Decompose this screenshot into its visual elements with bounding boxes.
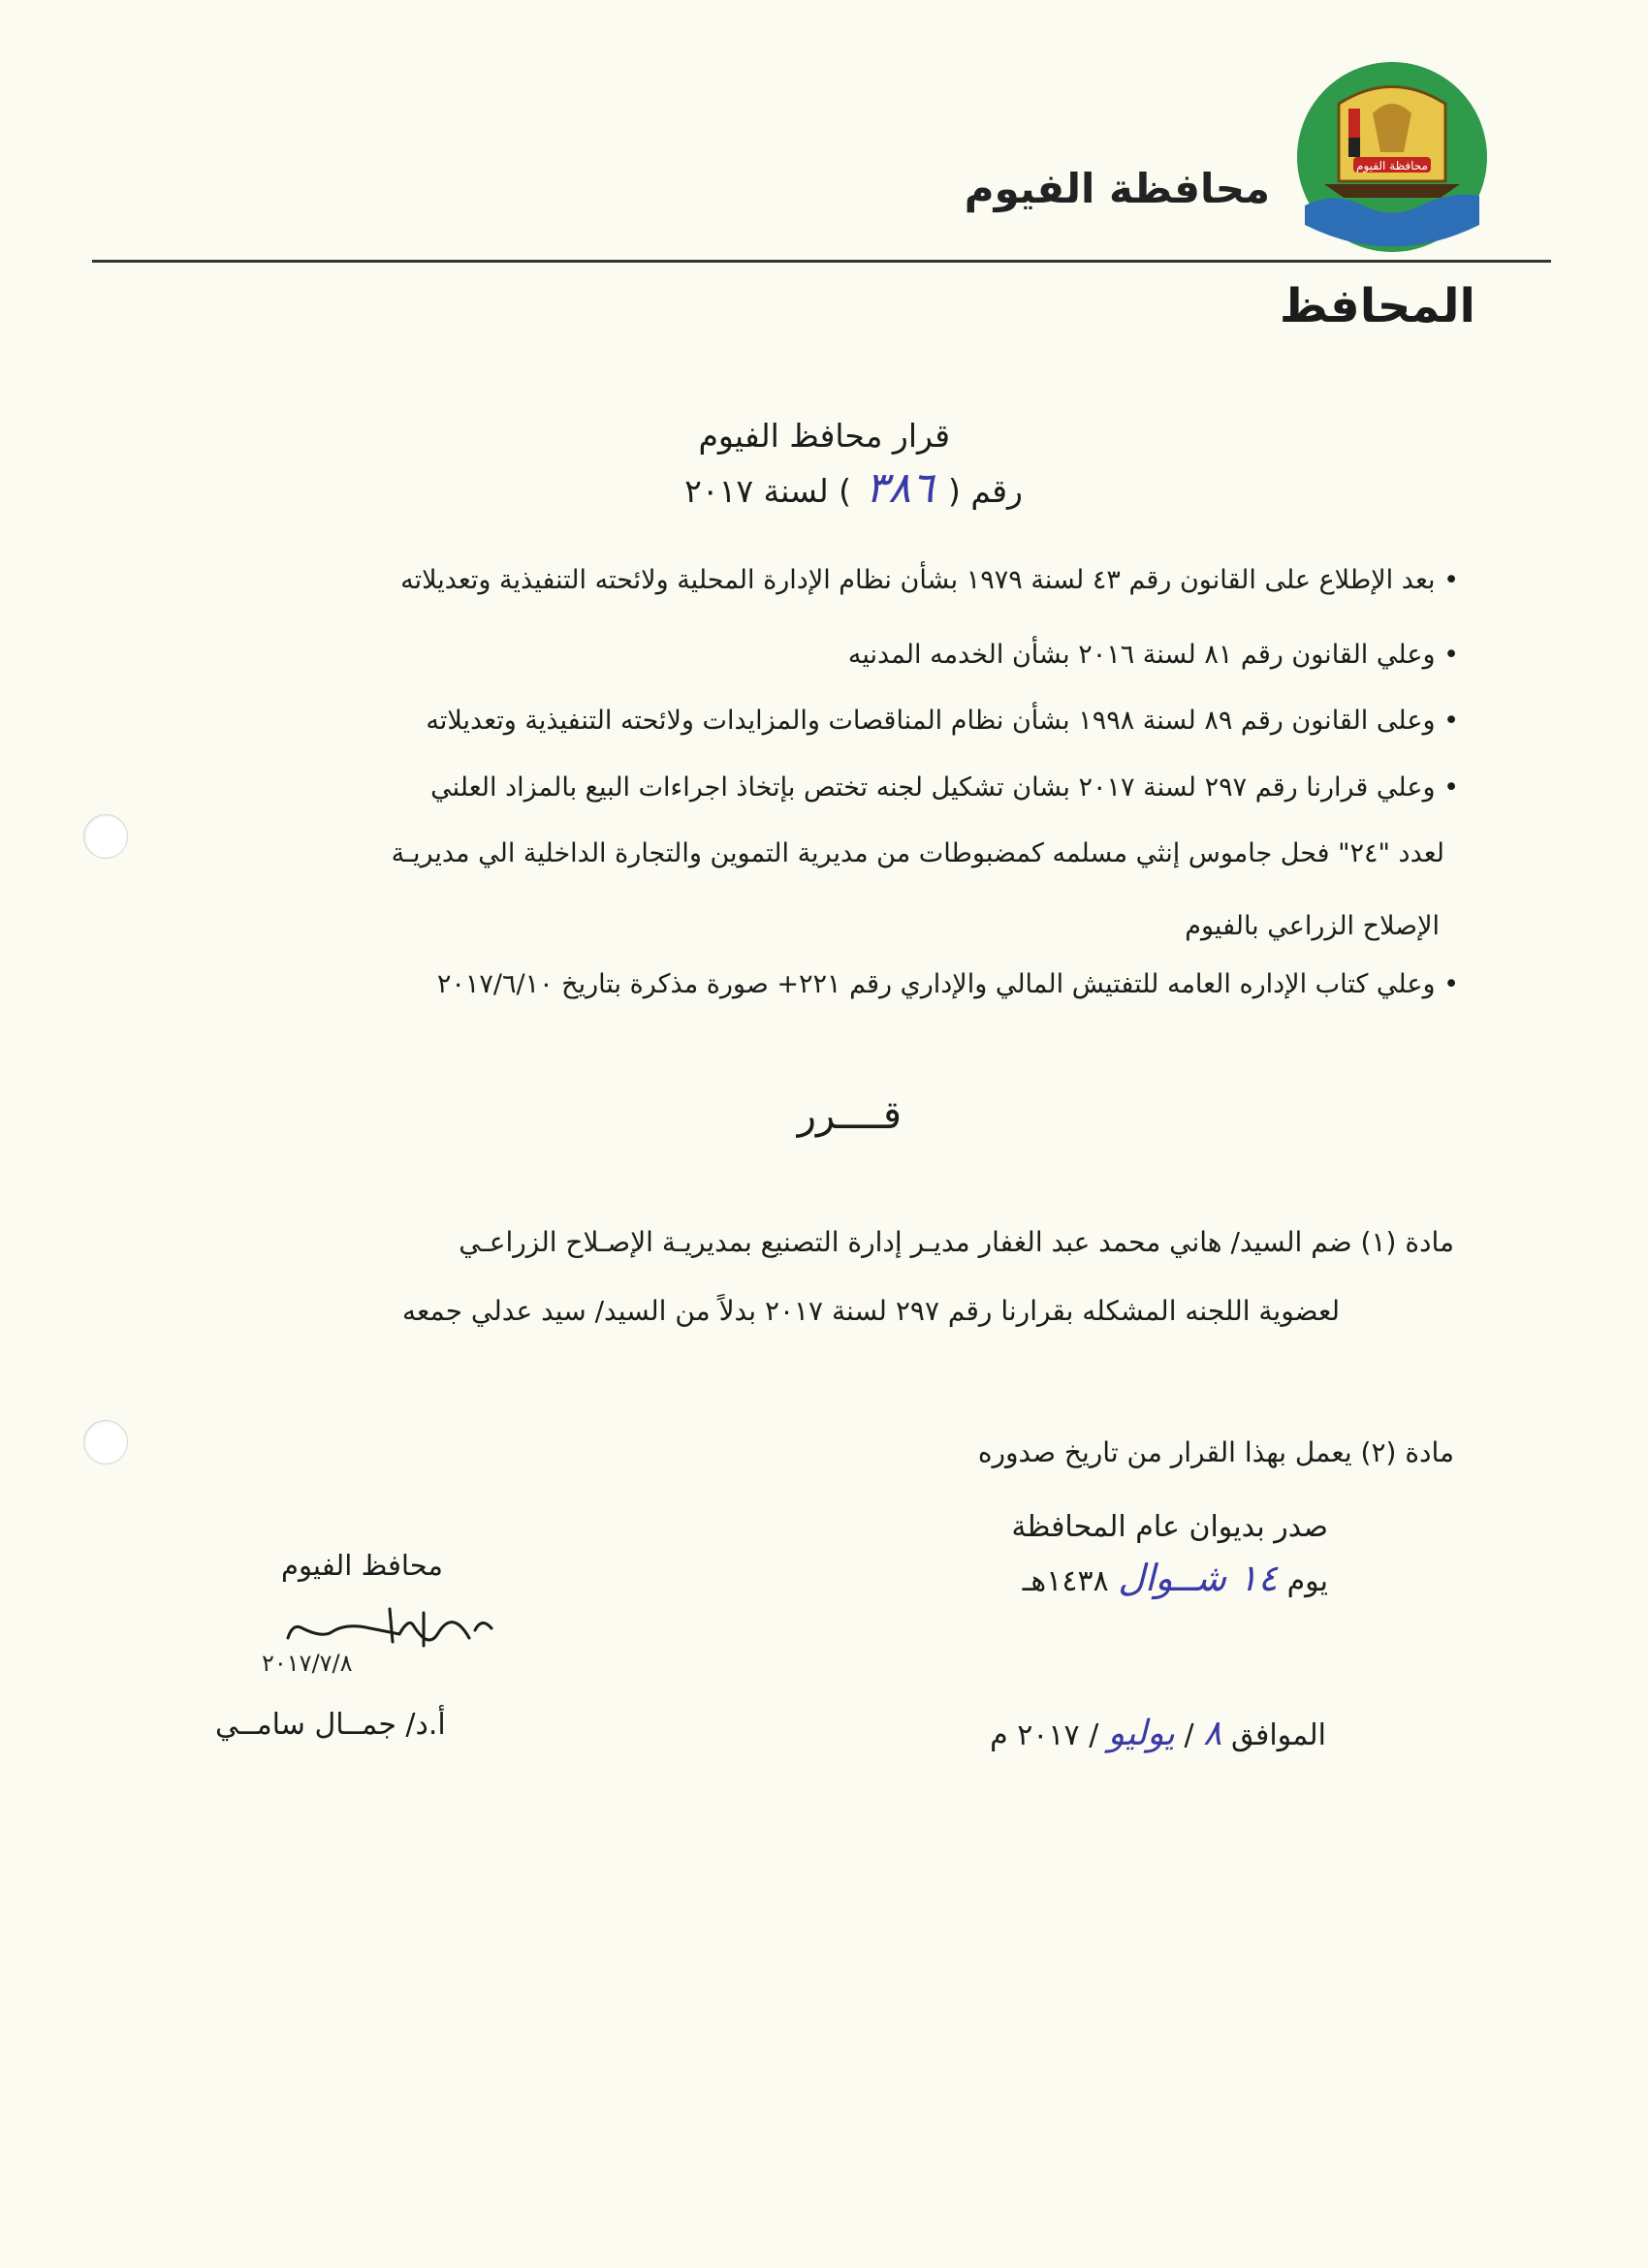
issued-at: صدر بديوان عام المحافظة bbox=[1011, 1510, 1328, 1544]
recital-line: • وعلى القانون رقم ٨٩ لسنة ١٩٩٨ بشأن نظام المناقصات والمزايدات ولائحته التنفيذية وتعديلاته bbox=[426, 706, 1459, 736]
gregorian-day-handwritten: ٨ bbox=[1203, 1714, 1222, 1753]
recital-line: • وعلي كتاب الإداره العامه للتفتيش المالي والإداري رقم ٢٢١+ صورة مذكرة بتاريخ ٢٠١٧/٦/١٠ bbox=[436, 969, 1459, 999]
hijri-day-handwritten: ١٤ شــوال bbox=[1118, 1557, 1279, 1599]
hijri-date bbox=[1023, 1557, 1328, 1599]
governorate-logo bbox=[1295, 60, 1489, 254]
article-1-line-1: مادة (١) ضم السيد/ هاني محمد عبد الغفار مديـر إدارة التصنيع بمديريـة الإصـلاح الزراعـي bbox=[459, 1226, 1454, 1258]
signature-date: ٢٠١٧/٧/٨ bbox=[262, 1650, 353, 1677]
recital-line: • وعلي القانون رقم ٨١ لسنة ٢٠١٦ بشأن الخدمه المدنيه bbox=[847, 640, 1459, 670]
decree-number-prefix: رقم ( bbox=[947, 472, 1023, 510]
article-2: مادة (٢) يعمل بهذا القرار من تاريخ صدوره bbox=[977, 1436, 1454, 1468]
decree-number bbox=[684, 463, 1023, 513]
gregorian-prefix: الموافق bbox=[1230, 1718, 1326, 1752]
decision-heading: قــــرر bbox=[797, 1093, 902, 1138]
signatory-title: محافظ الفيوم bbox=[281, 1549, 443, 1582]
decree-title: قرار محافظ الفيوم bbox=[698, 417, 950, 455]
gregorian-date: الموافق ٨ / يوليو / ٢٠١٧ م bbox=[990, 1714, 1326, 1753]
decree-number-handwritten: ٣٨٦ bbox=[865, 463, 935, 513]
punch-hole bbox=[83, 1420, 128, 1465]
recital-line: الإصلاح الزراعي بالفيوم bbox=[1185, 911, 1440, 941]
recital-line: لعدد "٢٤" فحل جاموس إنثي مسلمه كمضبوطات من مديرية التموين والتجارة الداخلية الي مديريـة bbox=[391, 838, 1444, 868]
recital-line: • وعلي قرارنا رقم ٢٩٧ لسنة ٢٠١٧ بشان تشكيل لجنه تختص بإتخاذ اجراءات البيع بالمزاد العلني bbox=[430, 772, 1459, 803]
header-divider bbox=[92, 260, 1551, 263]
handwritten-signature bbox=[254, 1599, 506, 1692]
gregorian-year: ٢٠١٧ م bbox=[990, 1718, 1080, 1752]
gregorian-month-handwritten: يوليو bbox=[1107, 1714, 1175, 1753]
logo-text: محافظة الفيوم bbox=[1356, 159, 1428, 173]
governorate-name: محافظة الفيوم bbox=[964, 165, 1270, 212]
punch-hole bbox=[83, 814, 128, 859]
hijri-day-prefix: يوم bbox=[1286, 1564, 1328, 1598]
hijri-year: ١٤٣٨هـ bbox=[1022, 1564, 1109, 1598]
article-1-line-2: لعضوية اللجنه المشكله بقرارنا رقم ٢٩٧ لسنة ٢٠١٧ بدلاً من السيد/ سيد عدلي جمعه bbox=[401, 1295, 1340, 1327]
office-title: المحافظ bbox=[1279, 279, 1475, 333]
signatory-name: أ.د/ جمــال سامــي bbox=[215, 1708, 446, 1742]
decree-number-suffix: ) لسنة ٢٠١٧ bbox=[684, 472, 852, 510]
recital-line: • بعد الإطلاع على القانون رقم ٤٣ لسنة ١٩٧٩ بشأن نظام الإدارة المحلية ولائحته التنفيذية وتعديلاته bbox=[400, 565, 1459, 595]
